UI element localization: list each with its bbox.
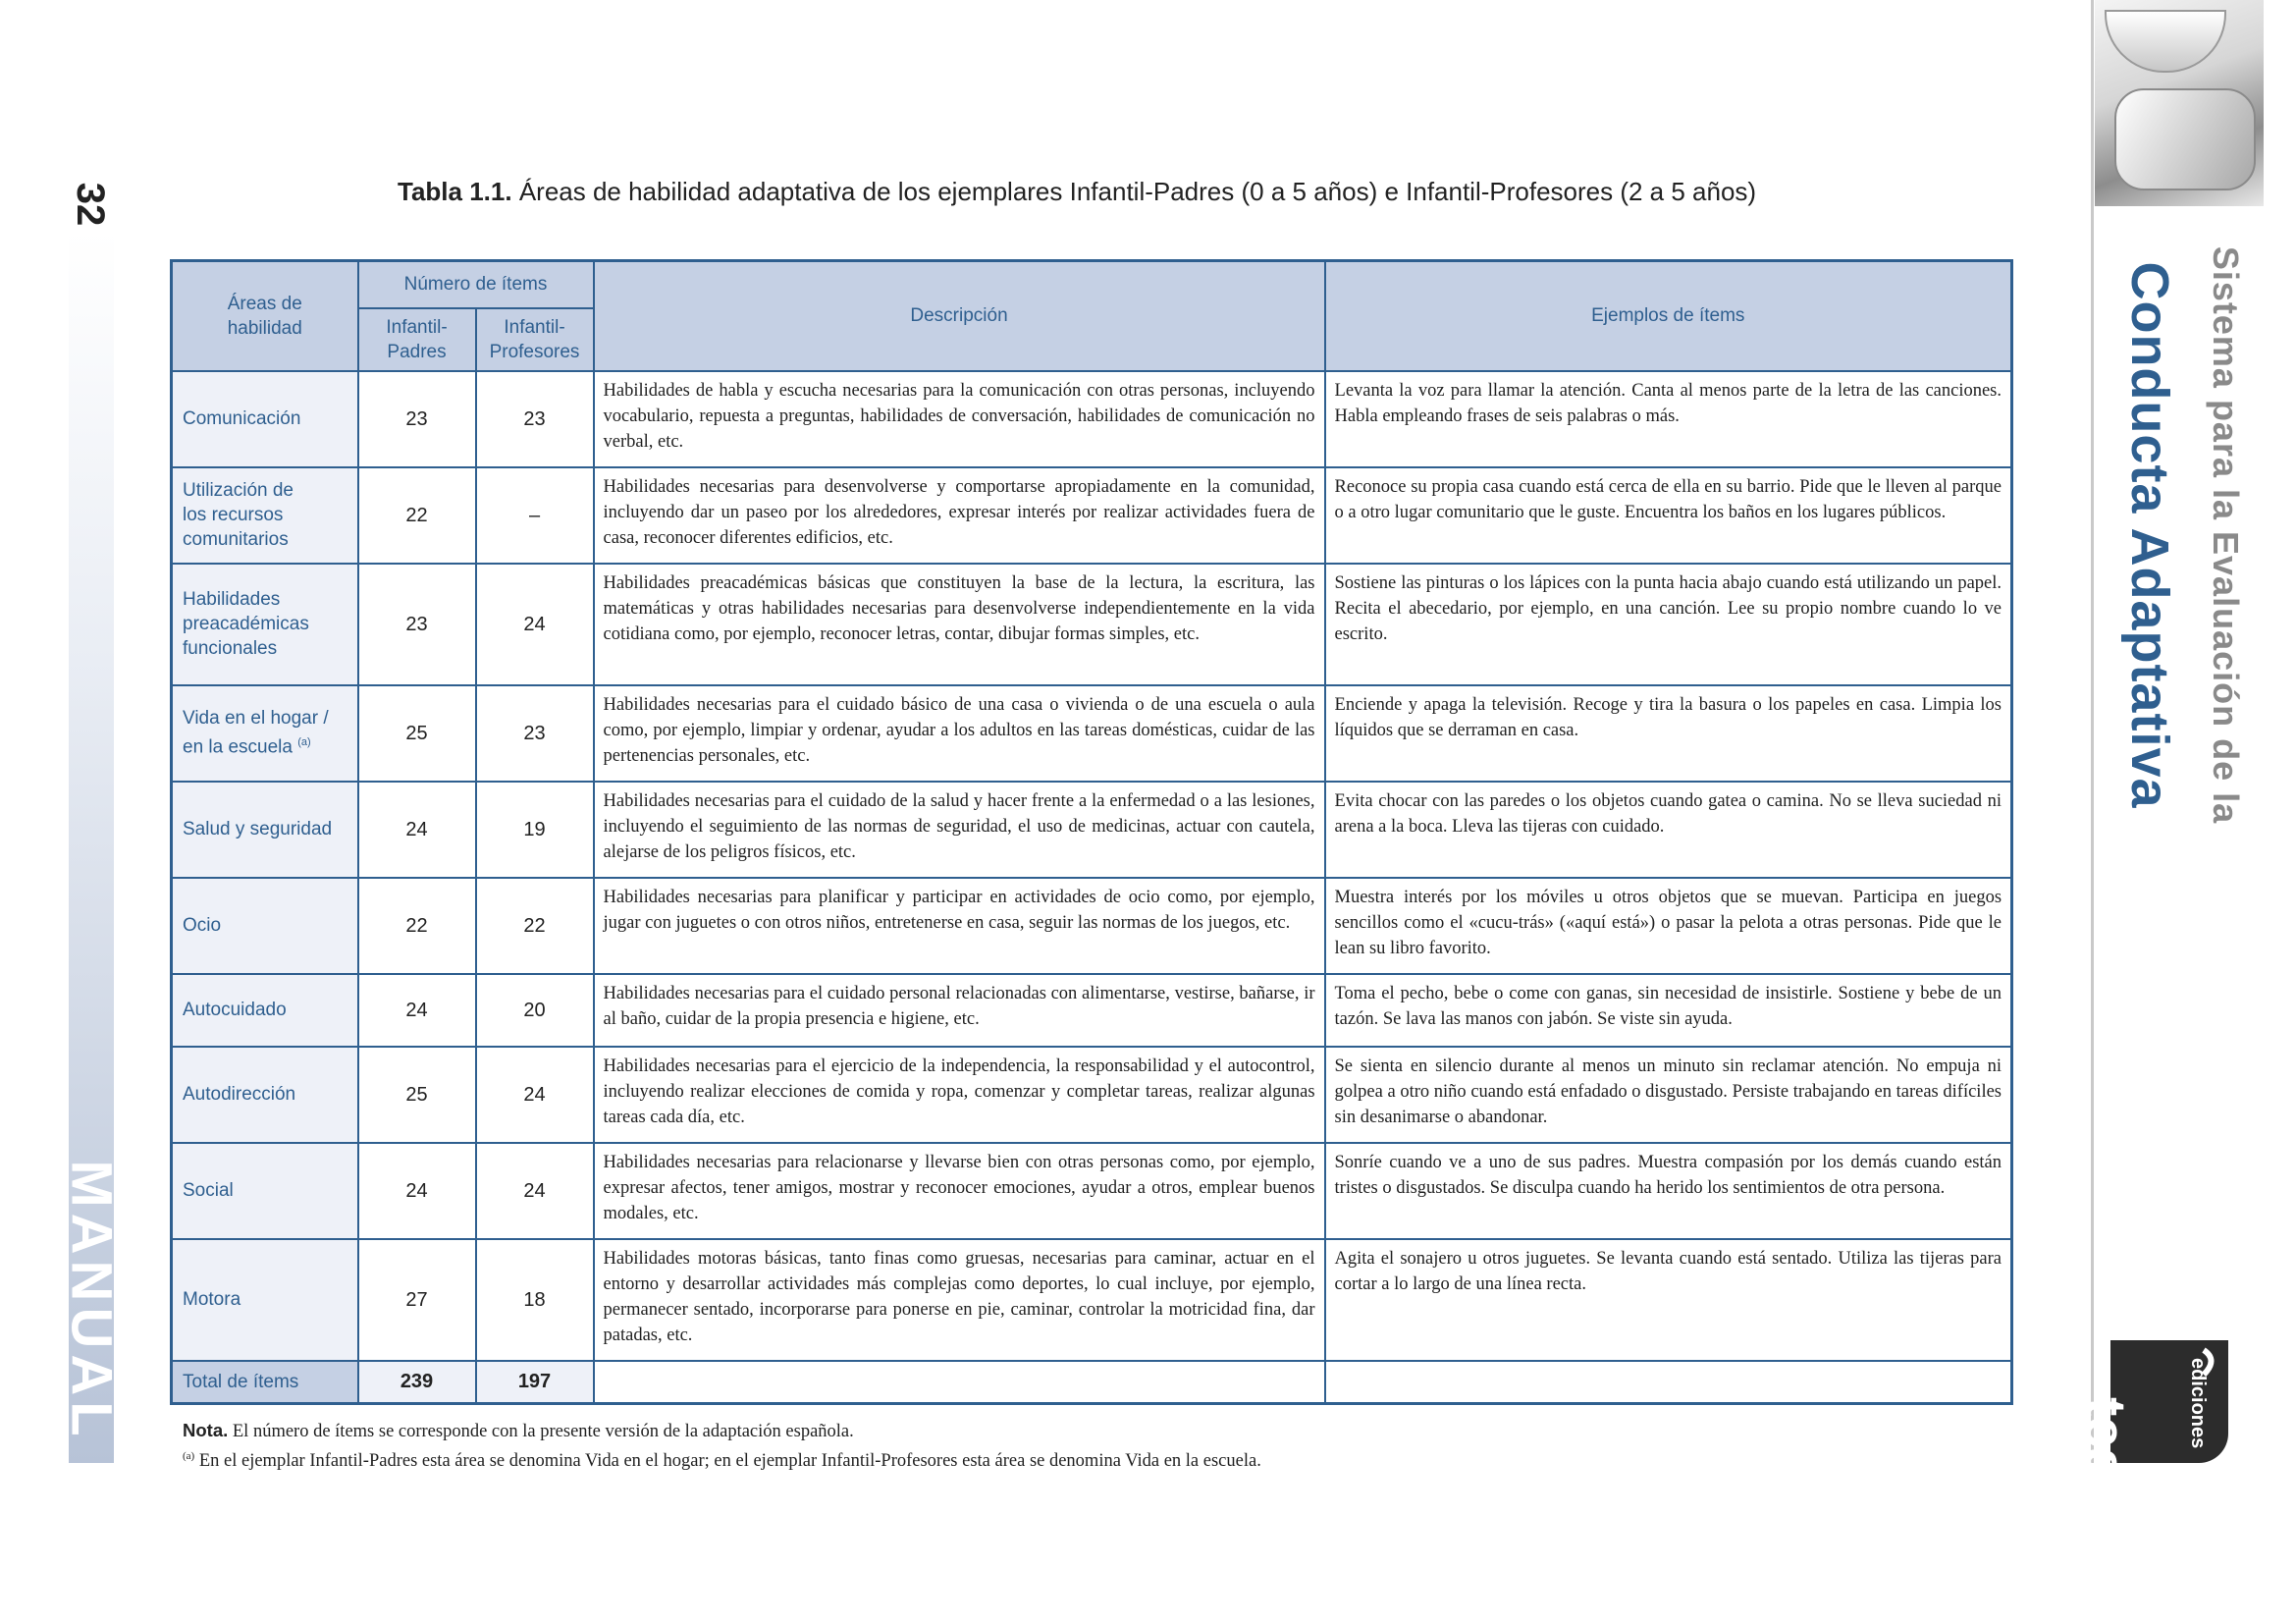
padres-count: 25 bbox=[358, 685, 476, 782]
table-row bbox=[172, 1143, 2012, 1239]
table-row bbox=[172, 782, 2012, 878]
profesores-count: 24 bbox=[476, 1047, 594, 1143]
footnote-text: En el ejemplar Infantil-Padres esta área se denomina Vida en el hogar; en el ejemplar Infantil-Profesores esta área se denomina Vida en la escuela. bbox=[198, 1451, 1261, 1472]
examples-cell: Muestra interés por los móviles u otros objetos que se muevan. Participa en juegos sencillos como el «cucu-trás» («aquí está») o pasar la pelota a otras personas. Pide que le lean su libro favorito. bbox=[1325, 878, 2012, 974]
description-cell: Habilidades necesarias para planificar y participar en actividades de ocio como, por ejemplo, jugar con juguetes o con otros niños, entretenerse en casa, seguir las normas de los juegos, etc. bbox=[594, 878, 1325, 974]
header-areas: Áreas de habilidad bbox=[172, 261, 358, 371]
manual-label-text: MANUAL bbox=[59, 1160, 124, 1442]
examples-cell: Sonríe cuando ve a uno de sus padres. Muestra compasión por los demás cuando están tristes o disgustados. Se disculpa cuando ha herido los sentimientos de otra persona. bbox=[1325, 1143, 2012, 1239]
total-empty-description bbox=[594, 1361, 1325, 1404]
examples-cell: Agita el sonajero u otros juguetes. Se levanta cuando está sentado. Utiliza las tijeras para cortar a lo largo de una línea recta. bbox=[1325, 1239, 2012, 1361]
examples-cell: Enciende y apaga la televisión. Recoge y tira la basura o los papeles en casa. Limpia los líquidos que se derraman en casa. bbox=[1325, 685, 2012, 782]
profesores-count: – bbox=[476, 467, 594, 564]
logo-tea-text: tea bbox=[2073, 1397, 2137, 1480]
description-cell: Habilidades necesarias para el ejercicio de la independencia, la responsabilidad y el autocontrol, incluyendo realizar elecciones de comida y ropa, comenzar y completar tareas, realizar algunas tareas cada día, etc. bbox=[594, 1047, 1325, 1143]
manual-label bbox=[59, 1139, 124, 1463]
profesores-count: 24 bbox=[476, 1143, 594, 1239]
header-num-items: Número de ítems bbox=[358, 261, 594, 308]
footnote-line bbox=[183, 1444, 2008, 1474]
table-row bbox=[172, 1047, 2012, 1143]
description-cell: Habilidades necesarias para el cuidado de la salud y hacer frente a la enfermedad o a las lesiones, incluyendo el seguimiento de las normas de seguridad, el uso de medicinas, actuar con cautela, alejarse de los peligros físicos, etc. bbox=[594, 782, 1325, 878]
examples-cell: Sostiene las pinturas o los lápices con la punta hacia abajo cuando está utilizando un papel. Recita el abecedario, por ejemplo, en una canción. Lee su propio nombre cuando lo ve escrito. bbox=[1325, 564, 2012, 685]
profesores-count: 22 bbox=[476, 878, 594, 974]
padres-count: 23 bbox=[358, 371, 476, 467]
padres-count: 23 bbox=[358, 564, 476, 685]
padres-count: 27 bbox=[358, 1239, 476, 1361]
table-title-text: Áreas de habilidad adaptativa de los ejemplares Infantil-Padres (0 a 5 años) e Infantil-Profesores (2 a 5 años) bbox=[518, 177, 1757, 206]
area-cell: Social bbox=[172, 1143, 358, 1239]
padres-count: 24 bbox=[358, 974, 476, 1047]
area-cell: Autocuidado bbox=[172, 974, 358, 1047]
examples-cell: Reconoce su propia casa cuando está cerca de ella en su barrio. Pide que le lleven al parque o a otro lugar comunitario que le guste. Encuentra los baños en los lugares públicos. bbox=[1325, 467, 2012, 564]
header-photo bbox=[2095, 0, 2264, 206]
series-name-text: Conducta Adaptativa bbox=[2120, 261, 2179, 809]
total-row bbox=[172, 1361, 2012, 1404]
area-cell: Motora bbox=[172, 1239, 358, 1361]
table-row bbox=[172, 564, 2012, 685]
total-label: Total de ítems bbox=[172, 1361, 358, 1404]
padres-count: 22 bbox=[358, 878, 476, 974]
header-profesores: Infantil-Profesores bbox=[476, 308, 594, 371]
page-number: 32 bbox=[69, 182, 112, 227]
description-cell: Habilidades necesarias para el cuidado personal relacionadas con alimentarse, vestirse, bañarse, ir al baño, cuidar de la propia presencia e higiene, etc. bbox=[594, 974, 1325, 1047]
description-cell: Habilidades de habla y escucha necesarias para la comunicación con otras personas, incluyendo vocabulario, repuesta a preguntas, habilidades de conversación, habilidades de comunicación no verbal, etc. bbox=[594, 371, 1325, 467]
examples-cell: Evita chocar con las paredes o los objetos cuando gatea o camina. No se lleva suciedad ni arena a la boca. Lleva las tijeras con cuidado. bbox=[1325, 782, 2012, 878]
profesores-count: 18 bbox=[476, 1239, 594, 1361]
series-title bbox=[2191, 245, 2260, 825]
series-title-text: Sistema para la Evaluación de la bbox=[2206, 245, 2246, 825]
profesores-count: 23 bbox=[476, 685, 594, 782]
table-notes bbox=[183, 1418, 2008, 1474]
series-name bbox=[2110, 260, 2189, 810]
examples-cell: Se sienta en silencio durante al menos un minuto sin reclamar atención. No empuja ni golpea a otro niño cuando está enfadado o disgustado. Persiste trabajando en tareas difíciles sin desanimarse o abandonar. bbox=[1325, 1047, 2012, 1143]
description-cell: Habilidades motoras básicas, tanto finas como gruesas, necesarias para caminar, actuar en el entorno y desarrollar actividades más complejas como deportes, lo cual incluye, por ejemplo, permanecer sentado, incorporarse para ponerse en pie, caminar, controlar la motricidad fina, dar patadas, etc. bbox=[594, 1239, 1325, 1361]
examples-cell: Toma el pecho, bebe o come con ganas, sin necesidad de insistirle. Sostiene y bebe de un tazón. Se lava las manos con jabón. Se viste sin ayuda. bbox=[1325, 974, 2012, 1047]
area-cell: Salud y seguridad bbox=[172, 782, 358, 878]
table-row bbox=[172, 685, 2012, 782]
glass-image bbox=[2105, 10, 2226, 73]
area-label: Vida en el hogar / en la escuela bbox=[183, 708, 329, 758]
description-cell: Habilidades necesarias para el cuidado básico de una casa o vivienda o de una escuela o aula como, por ejemplo, limpiar y ordenar, ayudar a los adultos en las tareas domésticas, cuidar de las pertenencias personales, etc. bbox=[594, 685, 1325, 782]
table-row bbox=[172, 1239, 2012, 1361]
publisher-logo bbox=[2073, 1340, 2228, 1480]
profesores-count: 24 bbox=[476, 564, 594, 685]
table-title-prefix: Tabla 1.1. bbox=[398, 177, 512, 206]
profesores-count: 19 bbox=[476, 782, 594, 878]
description-cell: Habilidades necesarias para desenvolverse y comportarse apropiadamente en la comunidad, incluyendo dar un paseo por los alrededores, expresar interés por realizar actividades fuera de casa, reconocer diferentes edificios, etc. bbox=[594, 467, 1325, 564]
adaptive-areas-table bbox=[170, 259, 2010, 1405]
nota-label: Nota. bbox=[183, 1420, 229, 1440]
footnote-mark: (a) bbox=[183, 1450, 195, 1462]
padres-count: 22 bbox=[358, 467, 476, 564]
area-footnote-mark: (a) bbox=[297, 736, 311, 749]
area-cell: Ocio bbox=[172, 878, 358, 974]
right-divider bbox=[2091, 0, 2094, 1463]
total-empty-examples bbox=[1325, 1361, 2012, 1404]
nota-text: El número de ítems se corresponde con la presente versión de la adaptación española. bbox=[232, 1422, 854, 1441]
table-row bbox=[172, 467, 2012, 564]
examples-cell: Levanta la voz para llamar la atención. Canta al menos parte de la letra de las canciones. Habla empleando frases de seis palabras o más. bbox=[1325, 371, 2012, 467]
area-cell bbox=[172, 685, 358, 782]
table-row bbox=[172, 371, 2012, 467]
header-descripcion: Descripción bbox=[594, 261, 1325, 371]
logo-ediciones-text: ediciones bbox=[2187, 1358, 2209, 1449]
padres-count: 25 bbox=[358, 1047, 476, 1143]
area-cell: Habilidades preacadémicas funcionales bbox=[172, 564, 358, 685]
area-cell: Comunicación bbox=[172, 371, 358, 467]
padres-count: 24 bbox=[358, 782, 476, 878]
table-title bbox=[398, 177, 1821, 207]
profesores-count: 20 bbox=[476, 974, 594, 1047]
water-splash-image bbox=[2114, 88, 2256, 190]
table-row bbox=[172, 878, 2012, 974]
nota-line bbox=[183, 1418, 2008, 1444]
header-padres: Infantil-Padres bbox=[358, 308, 476, 371]
header-ejemplos: Ejemplos de ítems bbox=[1325, 261, 2012, 371]
total-profesores: 197 bbox=[476, 1361, 594, 1404]
area-cell: Utilización de los recursos comunitarios bbox=[172, 467, 358, 564]
profesores-count: 23 bbox=[476, 371, 594, 467]
table-row bbox=[172, 974, 2012, 1047]
area-cell: Autodirección bbox=[172, 1047, 358, 1143]
description-cell: Habilidades necesarias para relacionarse y llevarse bien con otras personas como, por ejemplo, expresar afectos, tener amigos, mostrar y reconocer emociones, ayudar a otros, emplear buenos modales, etc. bbox=[594, 1143, 1325, 1239]
padres-count: 24 bbox=[358, 1143, 476, 1239]
description-cell: Habilidades preacadémicas básicas que constituyen la base de la lectura, la escritura, las matemáticas y otras habilidades necesarias para desenvolverse independientemente en la vida cotidiana como, por ejemplo, reconocer letras, contar, dibujar formas simples, etc. bbox=[594, 564, 1325, 685]
total-padres: 239 bbox=[358, 1361, 476, 1404]
